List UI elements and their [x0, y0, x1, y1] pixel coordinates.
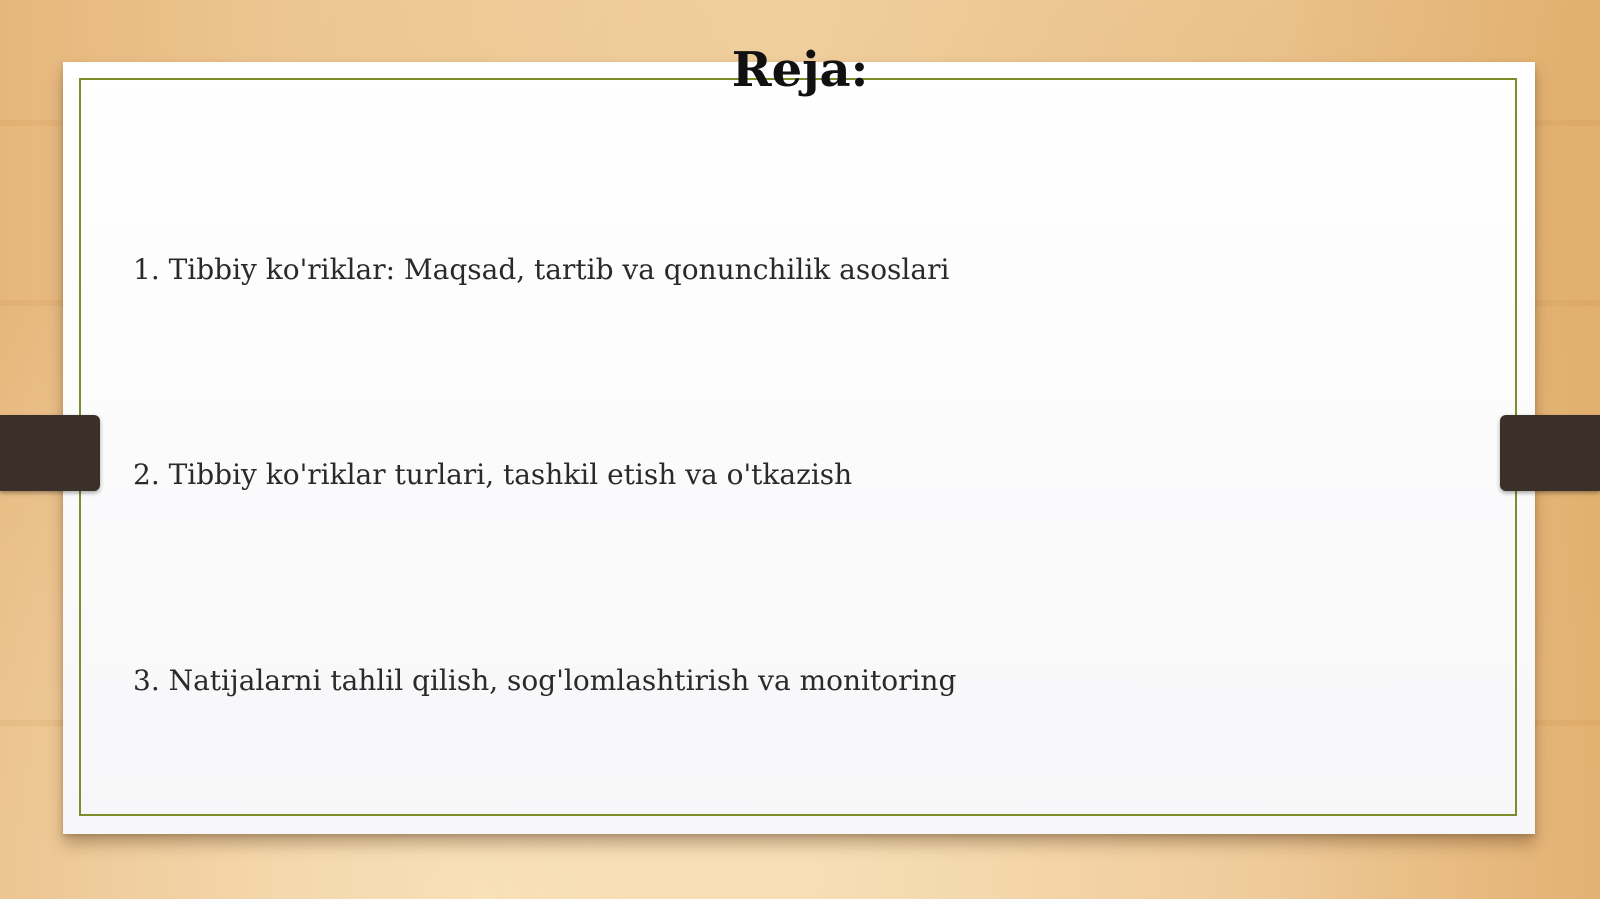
plan-item-3: 3. Natijalarni tahlil qilish, sog'lomlashtirish va monitoring	[133, 664, 957, 697]
plan-item-1: 1. Tibbiy ko'riklar: Maqsad, tartib va qonunchilik asoslari	[133, 253, 950, 286]
slide-title: Reja:	[731, 42, 869, 98]
right-binder-tab	[1500, 415, 1600, 491]
slide-border	[79, 78, 1517, 816]
left-binder-tab	[0, 415, 100, 491]
plan-item-2: 2. Tibbiy ko'riklar turlari, tashkil etish va o'tkazish	[133, 458, 853, 491]
